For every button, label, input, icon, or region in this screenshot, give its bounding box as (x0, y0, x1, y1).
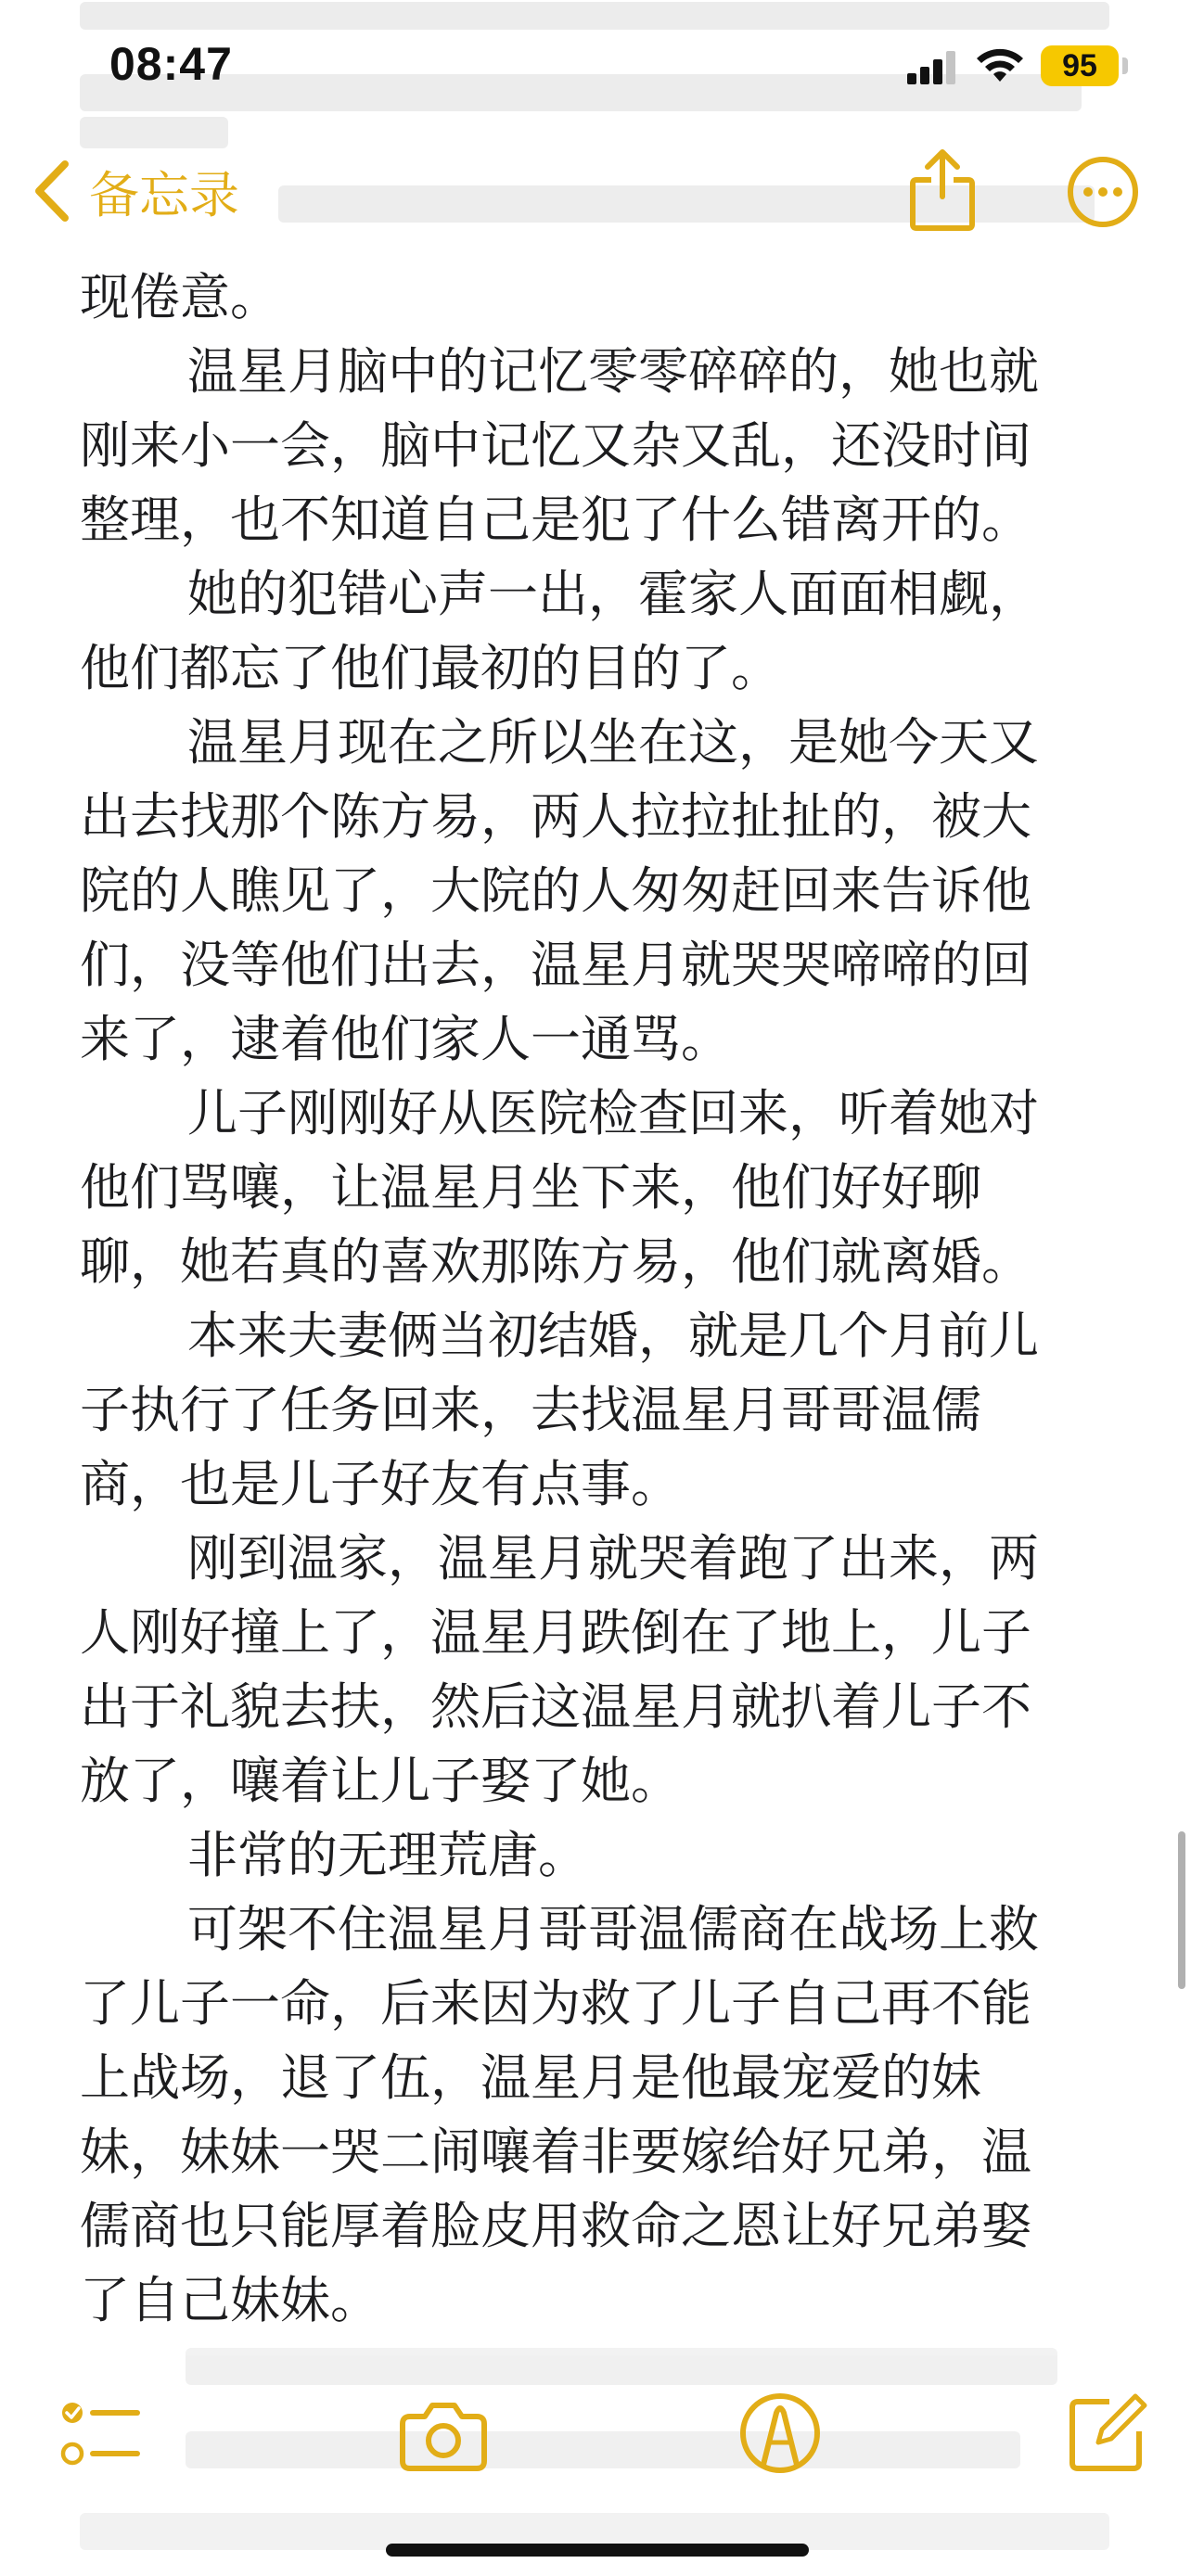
bottom-toolbar (0, 2383, 1191, 2494)
note-line: 非常的无理荒唐。 (187, 1826, 588, 1884)
note-line: 本来夫妻俩当初结婚，就是几个月前儿 (187, 1307, 1039, 1365)
note-line: 们，没等他们出去，温星月就哭哭啼啼的回 (80, 936, 1031, 994)
note-line: 来了，逮着他们家人一通骂。 (80, 1010, 731, 1068)
nav-bar (0, 139, 1191, 250)
note-line: 她的犯错心声一出，霍家人面面相觑， (187, 565, 1039, 623)
note-line: 聊，她若真的喜欢那陈方易，他们就离婚。 (80, 1232, 1031, 1291)
note-line: 现倦意。 (80, 268, 280, 326)
note-line: 子执行了任务回来，去找温星月哥哥温儒 (80, 1381, 981, 1439)
cellular-signal-icon (907, 51, 957, 84)
camera-icon[interactable] (397, 2392, 490, 2476)
note-line: 上战场，退了伍，温星月是他最宠爱的妹 (80, 2048, 981, 2107)
note-line: 了自己妹妹。 (80, 2271, 380, 2329)
note-line: 儿子刚刚好从医院检查回来，听着她对 (187, 1084, 1039, 1142)
note-line: 儒商也只能厚着脸皮用救命之恩让好兄弟娶 (80, 2197, 1031, 2255)
note-line: 他们骂嚷，让温星月坐下来，他们好好聊 (80, 1158, 981, 1217)
back-button[interactable] (32, 154, 239, 228)
wifi-icon (976, 46, 1024, 83)
note-line: 院的人瞧见了，大院的人匆匆赶回来告诉他 (80, 861, 1031, 920)
markup-icon[interactable] (737, 2391, 823, 2476)
note-body[interactable] (80, 261, 1119, 2338)
note-line: 温星月脑中的记忆零零碎碎的，她也就 (187, 342, 1039, 401)
note-line: 他们都忘了他们最初的目的了。 (80, 639, 781, 697)
note-line: 可架不住温星月哥哥温儒商在战场上救 (187, 1900, 1039, 1958)
back-label: 备忘录 (89, 165, 239, 224)
note-line: 刚到温家，温星月就哭着跑了出来，两 (187, 1529, 1039, 1588)
note-line: 温星月现在之所以坐在这，是她今天又 (187, 713, 1039, 772)
note-line: 人刚好撞上了，温星月跌倒在了地上，儿子 (80, 1603, 1031, 1662)
note-line: 整理，也不知道自己是犯了什么错离开的。 (80, 491, 1031, 549)
battery-indicator: 95 (1041, 45, 1119, 86)
share-icon[interactable] (907, 148, 978, 232)
compose-icon[interactable] (1065, 2391, 1150, 2476)
note-line: 出于礼貌去扶，然后这温星月就扒着儿子不 (80, 1677, 1031, 1736)
note-line: 刚来小一会，脑中记忆又杂又乱，还没时间 (80, 416, 1031, 475)
note-line: 出去找那个陈方易，两人拉拉扯扯的，被大 (80, 787, 1031, 846)
chevron-left-icon (32, 159, 72, 223)
scroll-indicator[interactable] (1178, 1831, 1185, 1989)
note-line: 了儿子一命，后来因为救了儿子自己再不能 (80, 1974, 1031, 2033)
note-line: 商，也是儿子好友有点事。 (80, 1455, 681, 1513)
checklist-icon[interactable] (59, 2392, 143, 2476)
note-line: 放了，嚷着让儿子娶了她。 (80, 1752, 681, 1810)
status-bar (0, 0, 1191, 139)
status-time: 08:47 (109, 38, 233, 90)
more-icon[interactable] (1067, 156, 1139, 228)
battery-cap (1122, 57, 1128, 74)
note-line: 妹，妹妹一哭二闹嚷着非要嫁给好兄弟，温 (80, 2123, 1031, 2181)
home-indicator[interactable] (386, 2544, 809, 2557)
